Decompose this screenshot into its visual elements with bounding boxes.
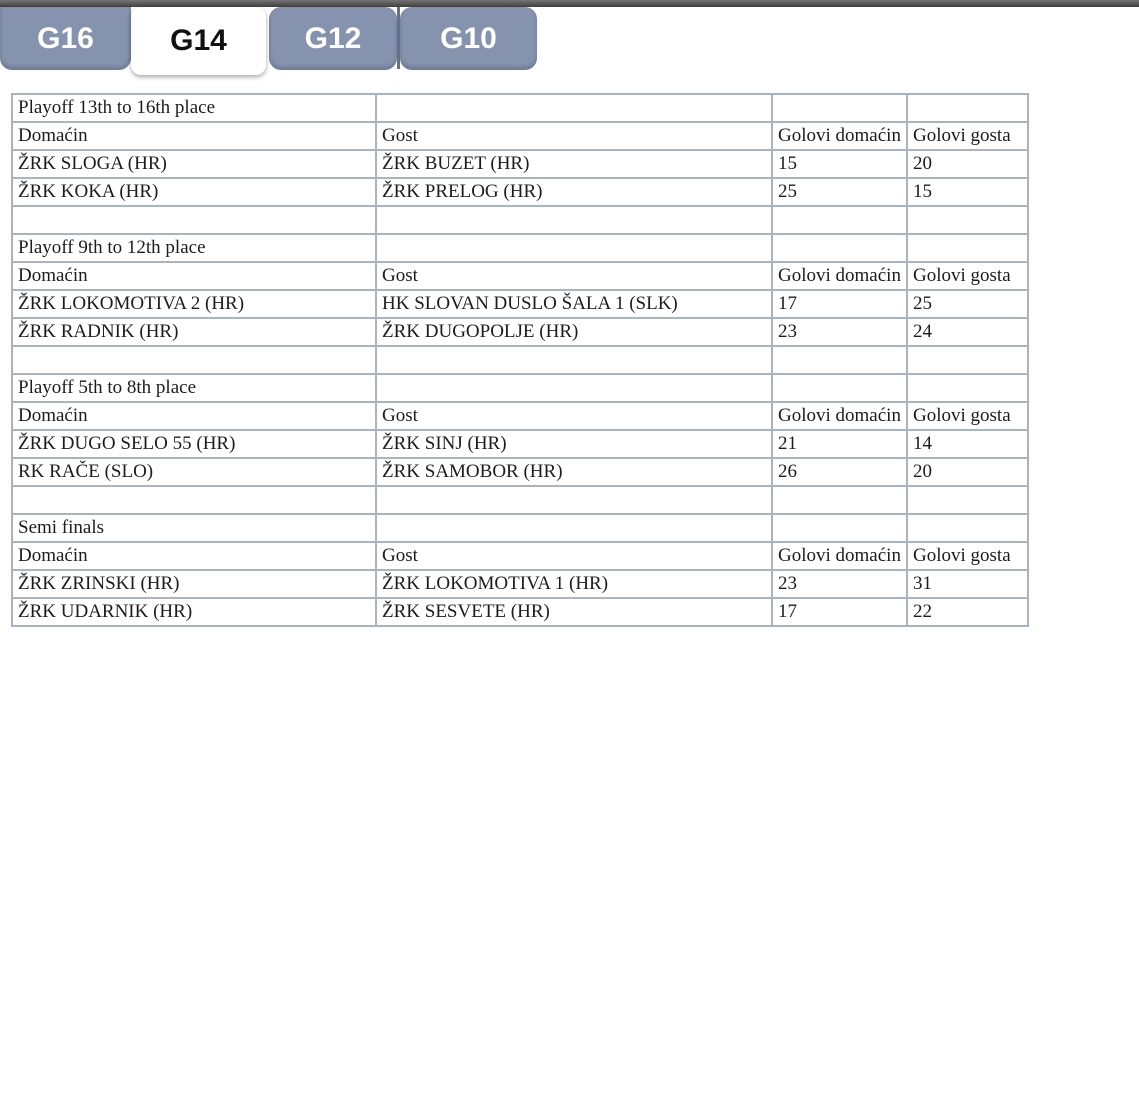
empty-cell bbox=[376, 206, 772, 234]
match-home-team: ŽRK UDARNIK (HR) bbox=[12, 598, 376, 626]
header-home-goals: Golovi domaćin bbox=[772, 122, 907, 150]
match-guest-goals: 25 bbox=[907, 290, 1028, 318]
header-home-goals: Golovi domaćin bbox=[772, 542, 907, 570]
empty-cell bbox=[907, 206, 1028, 234]
empty-cell bbox=[376, 234, 772, 262]
match-home-team: ŽRK RADNIK (HR) bbox=[12, 318, 376, 346]
match-home-team: ŽRK KOKA (HR) bbox=[12, 178, 376, 206]
section-title: Semi finals bbox=[12, 514, 376, 542]
header-guest: Gost bbox=[376, 542, 772, 570]
match-row bbox=[12, 458, 1028, 486]
match-row bbox=[12, 290, 1028, 318]
match-home-team: RK RAČE (SLO) bbox=[12, 458, 376, 486]
section-title-row bbox=[12, 94, 1028, 122]
tab-g10[interactable]: G10 bbox=[400, 7, 537, 70]
match-home-goals: 17 bbox=[772, 290, 907, 318]
match-row bbox=[12, 318, 1028, 346]
category-tabs bbox=[0, 0, 560, 80]
header-guest-goals: Golovi gosta bbox=[907, 402, 1028, 430]
match-row bbox=[12, 430, 1028, 458]
match-row bbox=[12, 598, 1028, 626]
header-guest: Gost bbox=[376, 402, 772, 430]
match-home-goals: 25 bbox=[772, 178, 907, 206]
header-guest: Gost bbox=[376, 262, 772, 290]
empty-cell bbox=[376, 94, 772, 122]
header-home: Domaćin bbox=[12, 402, 376, 430]
header-guest-goals: Golovi gosta bbox=[907, 122, 1028, 150]
match-home-goals: 15 bbox=[772, 150, 907, 178]
header-home-goals: Golovi domaćin bbox=[772, 262, 907, 290]
match-home-goals: 17 bbox=[772, 598, 907, 626]
empty-cell bbox=[772, 234, 907, 262]
spacer-row bbox=[12, 346, 1028, 374]
header-guest-goals: Golovi gosta bbox=[907, 542, 1028, 570]
match-guest-goals: 22 bbox=[907, 598, 1028, 626]
empty-cell bbox=[772, 346, 907, 374]
match-home-team: ŽRK LOKOMOTIVA 2 (HR) bbox=[12, 290, 376, 318]
match-home-goals: 23 bbox=[772, 318, 907, 346]
section-title-row bbox=[12, 234, 1028, 262]
header-guest: Gost bbox=[376, 122, 772, 150]
empty-cell bbox=[12, 206, 376, 234]
match-home-team: ŽRK ZRINSKI (HR) bbox=[12, 570, 376, 598]
match-guest-goals: 15 bbox=[907, 178, 1028, 206]
match-row bbox=[12, 178, 1028, 206]
empty-cell bbox=[907, 514, 1028, 542]
match-guest-goals: 14 bbox=[907, 430, 1028, 458]
section-title: Playoff 9th to 12th place bbox=[12, 234, 376, 262]
column-header-row bbox=[12, 542, 1028, 570]
empty-cell bbox=[376, 346, 772, 374]
match-guest-team: ŽRK SESVETE (HR) bbox=[376, 598, 772, 626]
empty-cell bbox=[907, 486, 1028, 514]
match-row bbox=[12, 150, 1028, 178]
section-title: Playoff 5th to 8th place bbox=[12, 374, 376, 402]
match-guest-goals: 20 bbox=[907, 150, 1028, 178]
section-title-row bbox=[12, 374, 1028, 402]
match-home-team: ŽRK DUGO SELO 55 (HR) bbox=[12, 430, 376, 458]
empty-cell bbox=[772, 514, 907, 542]
tab-g12[interactable]: G12 bbox=[269, 7, 397, 70]
header-home-goals: Golovi domaćin bbox=[772, 402, 907, 430]
match-guest-team: ŽRK PRELOG (HR) bbox=[376, 178, 772, 206]
empty-cell bbox=[907, 346, 1028, 374]
match-home-goals: 23 bbox=[772, 570, 907, 598]
match-home-goals: 26 bbox=[772, 458, 907, 486]
results-table-container bbox=[11, 93, 1029, 627]
empty-cell bbox=[376, 514, 772, 542]
empty-cell bbox=[12, 486, 376, 514]
match-guest-goals: 24 bbox=[907, 318, 1028, 346]
match-guest-team: ŽRK BUZET (HR) bbox=[376, 150, 772, 178]
match-guest-team: ŽRK SINJ (HR) bbox=[376, 430, 772, 458]
match-home-team: ŽRK SLOGA (HR) bbox=[12, 150, 376, 178]
match-guest-goals: 20 bbox=[907, 458, 1028, 486]
match-guest-goals: 31 bbox=[907, 570, 1028, 598]
column-header-row bbox=[12, 402, 1028, 430]
column-header-row bbox=[12, 122, 1028, 150]
match-guest-team: ŽRK DUGOPOLJE (HR) bbox=[376, 318, 772, 346]
results-table bbox=[11, 93, 1029, 627]
window-top-bar bbox=[0, 0, 1139, 7]
match-row bbox=[12, 570, 1028, 598]
empty-cell bbox=[772, 374, 907, 402]
empty-cell bbox=[376, 486, 772, 514]
section-title-row bbox=[12, 514, 1028, 542]
tab-g16[interactable]: G16 bbox=[0, 7, 131, 70]
match-guest-team: ŽRK LOKOMOTIVA 1 (HR) bbox=[376, 570, 772, 598]
empty-cell bbox=[772, 486, 907, 514]
empty-cell bbox=[907, 94, 1028, 122]
spacer-row bbox=[12, 486, 1028, 514]
empty-cell bbox=[907, 374, 1028, 402]
section-title: Playoff 13th to 16th place bbox=[12, 94, 376, 122]
match-guest-team: HK SLOVAN DUSLO ŠALA 1 (SLK) bbox=[376, 290, 772, 318]
column-header-row bbox=[12, 262, 1028, 290]
empty-cell bbox=[12, 346, 376, 374]
match-home-goals: 21 bbox=[772, 430, 907, 458]
results-table-body bbox=[12, 94, 1028, 626]
empty-cell bbox=[376, 374, 772, 402]
header-home: Domaćin bbox=[12, 542, 376, 570]
empty-cell bbox=[772, 94, 907, 122]
header-home: Domaćin bbox=[12, 122, 376, 150]
spacer-row bbox=[12, 206, 1028, 234]
empty-cell bbox=[772, 206, 907, 234]
match-guest-team: ŽRK SAMOBOR (HR) bbox=[376, 458, 772, 486]
header-home: Domaćin bbox=[12, 262, 376, 290]
header-guest-goals: Golovi gosta bbox=[907, 262, 1028, 290]
tab-g14[interactable]: G14 bbox=[131, 7, 266, 75]
empty-cell bbox=[907, 234, 1028, 262]
